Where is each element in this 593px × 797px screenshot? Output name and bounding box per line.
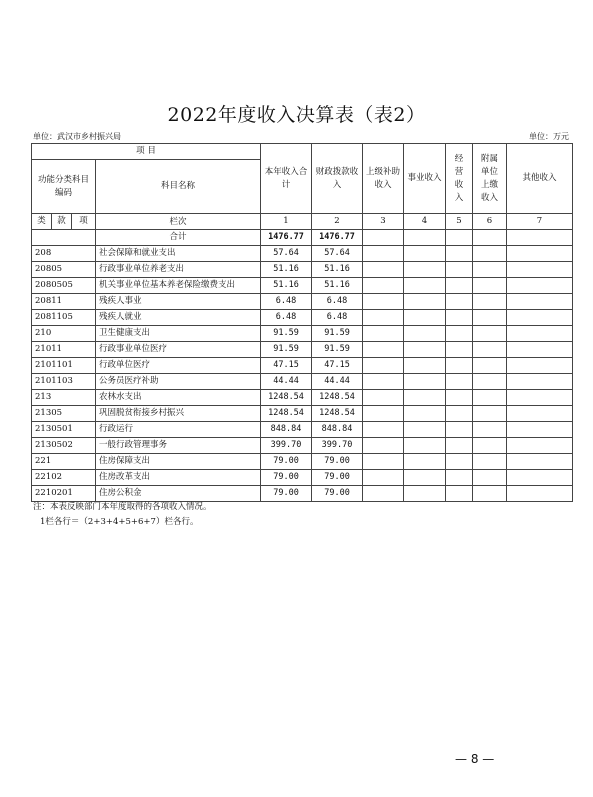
row-empty-cell xyxy=(363,438,404,454)
row-empty-cell xyxy=(473,406,507,422)
row-empty-cell xyxy=(446,374,473,390)
row-empty-cell xyxy=(446,342,473,358)
row-empty-cell xyxy=(507,358,573,374)
header-col-3: 上级补助收入 xyxy=(363,144,404,214)
row-subject-name: 住房公积金 xyxy=(96,486,261,502)
row-value-v2: 79.00 xyxy=(312,470,363,486)
header-item: 项 目 xyxy=(32,144,261,160)
table-row xyxy=(32,262,573,278)
row-empty-cell xyxy=(363,326,404,342)
row-empty-cell xyxy=(473,454,507,470)
row-value-v2: 51.16 xyxy=(312,278,363,294)
note-line-1: 注：本表反映部门本年度取得的各项收入情况。 xyxy=(33,502,212,512)
row-value-v1: 1248.54 xyxy=(261,406,312,422)
header-subject-name: 科目名称 xyxy=(96,160,261,214)
row-empty-cell xyxy=(446,422,473,438)
header-col-5: 经营收入 xyxy=(446,144,473,214)
row-empty-cell xyxy=(507,406,573,422)
row-code: 20811 xyxy=(32,294,96,310)
row-value-v2: 44.44 xyxy=(312,374,363,390)
unit-currency: 单位：万元 xyxy=(529,132,569,141)
row-empty-cell xyxy=(363,374,404,390)
row-subject-name: 一般行政管理事务 xyxy=(96,438,261,454)
row-empty-cell xyxy=(404,470,446,486)
row-empty-cell xyxy=(473,294,507,310)
row-empty-cell xyxy=(446,246,473,262)
row-empty-cell xyxy=(404,310,446,326)
row-empty-cell xyxy=(473,342,507,358)
row-subject-name: 住房保障支出 xyxy=(96,454,261,470)
total-value-1: 1476.77 xyxy=(261,230,312,246)
row-empty-cell xyxy=(363,262,404,278)
row-empty-cell xyxy=(446,470,473,486)
row-code: 20805 xyxy=(32,262,96,278)
row-empty-cell xyxy=(446,294,473,310)
note-line-2: 1栏各行＝（2+3+4+5+6+7）栏各行。 xyxy=(40,517,199,527)
row-code: 22102 xyxy=(32,470,96,486)
row-empty-cell xyxy=(507,262,573,278)
row-empty-cell xyxy=(507,390,573,406)
header-lei: 类 xyxy=(32,214,52,230)
row-empty-cell xyxy=(404,454,446,470)
row-subject-name: 行政单位医疗 xyxy=(96,358,261,374)
row-empty-cell xyxy=(473,390,507,406)
row-empty-cell xyxy=(363,246,404,262)
row-subject-name: 公务员医疗补助 xyxy=(96,374,261,390)
row-value-v2: 1248.54 xyxy=(312,406,363,422)
row-empty-cell xyxy=(363,294,404,310)
row-empty-cell xyxy=(473,278,507,294)
row-subject-name: 行政事业单位养老支出 xyxy=(96,262,261,278)
row-subject-name: 住房改革支出 xyxy=(96,470,261,486)
row-empty-cell xyxy=(404,358,446,374)
row-code: 21011 xyxy=(32,342,96,358)
row-empty-cell xyxy=(404,438,446,454)
row-empty-cell xyxy=(473,310,507,326)
row-subject-name: 行政事业单位医疗 xyxy=(96,342,261,358)
row-value-v2: 47.15 xyxy=(312,358,363,374)
row-subject-name: 残疾人就业 xyxy=(96,310,261,326)
row-empty-cell xyxy=(404,486,446,502)
column-number-4: 4 xyxy=(404,214,446,230)
header-col-4: 事业收入 xyxy=(404,144,446,214)
header-kuan: 款 xyxy=(52,214,72,230)
row-subject-name: 巩固脱贫衔接乡村振兴 xyxy=(96,406,261,422)
row-value-v2: 6.48 xyxy=(312,310,363,326)
row-subject-name: 行政运行 xyxy=(96,422,261,438)
row-empty-cell xyxy=(404,246,446,262)
column-number-3: 3 xyxy=(363,214,404,230)
table-row xyxy=(32,342,573,358)
row-empty-cell xyxy=(507,310,573,326)
row-empty-cell xyxy=(363,422,404,438)
row-empty-cell xyxy=(363,278,404,294)
row-value-v1: 6.48 xyxy=(261,294,312,310)
row-empty-cell xyxy=(446,326,473,342)
table-row xyxy=(32,294,573,310)
row-code: 21305 xyxy=(32,406,96,422)
table-row xyxy=(32,358,573,374)
row-subject-name: 卫生健康支出 xyxy=(96,326,261,342)
total-label: 合计 xyxy=(96,230,261,246)
row-code: 221 xyxy=(32,454,96,470)
row-empty-cell xyxy=(363,454,404,470)
row-value-v1: 848.84 xyxy=(261,422,312,438)
row-value-v2: 51.16 xyxy=(312,262,363,278)
row-empty-cell xyxy=(363,406,404,422)
row-value-v1: 51.16 xyxy=(261,278,312,294)
row-value-v1: 44.44 xyxy=(261,374,312,390)
row-value-v1: 51.16 xyxy=(261,262,312,278)
table-row xyxy=(32,438,573,454)
row-value-v2: 91.59 xyxy=(312,342,363,358)
unit-organization: 单位：武汉市乡村振兴局 xyxy=(33,132,121,141)
table-row xyxy=(32,470,573,486)
row-empty-cell xyxy=(404,406,446,422)
row-value-v2: 399.70 xyxy=(312,438,363,454)
row-value-v2: 91.59 xyxy=(312,326,363,342)
row-value-v1: 79.00 xyxy=(261,486,312,502)
row-code: 2130502 xyxy=(32,438,96,454)
page-title: 2022年度收入决算表（表2） xyxy=(167,104,426,126)
row-empty-cell xyxy=(446,310,473,326)
row-empty-cell xyxy=(473,486,507,502)
row-code: 210 xyxy=(32,326,96,342)
row-value-v2: 79.00 xyxy=(312,486,363,502)
table-row xyxy=(32,246,573,262)
row-empty-cell xyxy=(404,278,446,294)
row-empty-cell xyxy=(363,342,404,358)
row-empty-cell xyxy=(507,454,573,470)
row-empty-cell xyxy=(446,358,473,374)
row-empty-cell xyxy=(404,262,446,278)
row-subject-name: 机关事业单位基本养老保险缴费支出 xyxy=(96,278,261,294)
row-empty-cell xyxy=(473,246,507,262)
table-row xyxy=(32,454,573,470)
income-table xyxy=(31,143,573,502)
row-code: 2101103 xyxy=(32,374,96,390)
row-empty-cell xyxy=(446,486,473,502)
row-empty-cell xyxy=(404,294,446,310)
header-col-2: 财政拨款收入 xyxy=(312,144,363,214)
row-empty-cell xyxy=(473,262,507,278)
row-empty-cell xyxy=(507,342,573,358)
row-empty-cell xyxy=(446,390,473,406)
row-value-v1: 91.59 xyxy=(261,326,312,342)
row-value-v1: 399.70 xyxy=(261,438,312,454)
row-value-v2: 79.00 xyxy=(312,454,363,470)
column-number-2: 2 xyxy=(312,214,363,230)
row-value-v1: 6.48 xyxy=(261,310,312,326)
row-value-v1: 47.15 xyxy=(261,358,312,374)
row-empty-cell xyxy=(507,326,573,342)
table-row xyxy=(32,422,573,438)
row-subject-name: 社会保障和就业支出 xyxy=(96,246,261,262)
row-subject-name: 农林水支出 xyxy=(96,390,261,406)
table-row xyxy=(32,326,573,342)
row-empty-cell xyxy=(404,390,446,406)
row-empty-cell xyxy=(507,294,573,310)
table-row xyxy=(32,278,573,294)
row-code: 2130501 xyxy=(32,422,96,438)
row-empty-cell xyxy=(507,278,573,294)
header-func-code: 功能分类科目编码 xyxy=(32,160,96,214)
row-code: 2081105 xyxy=(32,310,96,326)
row-value-v1: 79.00 xyxy=(261,454,312,470)
row-subject-name: 残疾人事业 xyxy=(96,294,261,310)
row-value-v1: 91.59 xyxy=(261,342,312,358)
row-value-v2: 6.48 xyxy=(312,294,363,310)
row-empty-cell xyxy=(507,422,573,438)
row-value-v1: 1248.54 xyxy=(261,390,312,406)
table-row xyxy=(32,406,573,422)
row-empty-cell xyxy=(507,470,573,486)
row-empty-cell xyxy=(507,438,573,454)
row-empty-cell xyxy=(363,358,404,374)
row-empty-cell xyxy=(446,454,473,470)
row-empty-cell xyxy=(404,342,446,358)
row-code: 2080505 xyxy=(32,278,96,294)
column-number-6: 6 xyxy=(473,214,507,230)
row-empty-cell xyxy=(507,486,573,502)
column-number-5: 5 xyxy=(446,214,473,230)
row-value-v1: 79.00 xyxy=(261,470,312,486)
row-empty-cell xyxy=(363,390,404,406)
row-empty-cell xyxy=(507,246,573,262)
row-empty-cell xyxy=(446,262,473,278)
header-col-7: 其他收入 xyxy=(507,144,573,214)
header-lanci: 栏次 xyxy=(96,214,261,230)
header-xiang: 项 xyxy=(72,214,96,230)
row-empty-cell xyxy=(404,422,446,438)
header-col-1: 本年收入合计 xyxy=(261,144,312,214)
row-empty-cell xyxy=(473,374,507,390)
row-empty-cell xyxy=(473,326,507,342)
row-value-v2: 848.84 xyxy=(312,422,363,438)
row-empty-cell xyxy=(446,438,473,454)
row-value-v2: 1248.54 xyxy=(312,390,363,406)
row-code: 213 xyxy=(32,390,96,406)
row-empty-cell xyxy=(473,422,507,438)
row-empty-cell xyxy=(404,326,446,342)
row-empty-cell xyxy=(363,486,404,502)
row-empty-cell xyxy=(473,358,507,374)
row-code: 2101101 xyxy=(32,358,96,374)
table-row xyxy=(32,374,573,390)
row-empty-cell xyxy=(473,470,507,486)
row-code: 2210201 xyxy=(32,486,96,502)
row-empty-cell xyxy=(446,406,473,422)
page-number: — 8 — xyxy=(455,752,495,766)
total-value-2: 1476.77 xyxy=(312,230,363,246)
table-row xyxy=(32,310,573,326)
column-number-7: 7 xyxy=(507,214,573,230)
header-col-6: 附属单位上缴收入 xyxy=(473,144,507,214)
row-code: 208 xyxy=(32,246,96,262)
row-empty-cell xyxy=(473,438,507,454)
column-number-1: 1 xyxy=(261,214,312,230)
row-empty-cell xyxy=(446,278,473,294)
row-empty-cell xyxy=(363,310,404,326)
row-empty-cell xyxy=(404,374,446,390)
row-empty-cell xyxy=(363,470,404,486)
row-value-v1: 57.64 xyxy=(261,246,312,262)
table-row xyxy=(32,390,573,406)
row-empty-cell xyxy=(507,374,573,390)
row-value-v2: 57.64 xyxy=(312,246,363,262)
